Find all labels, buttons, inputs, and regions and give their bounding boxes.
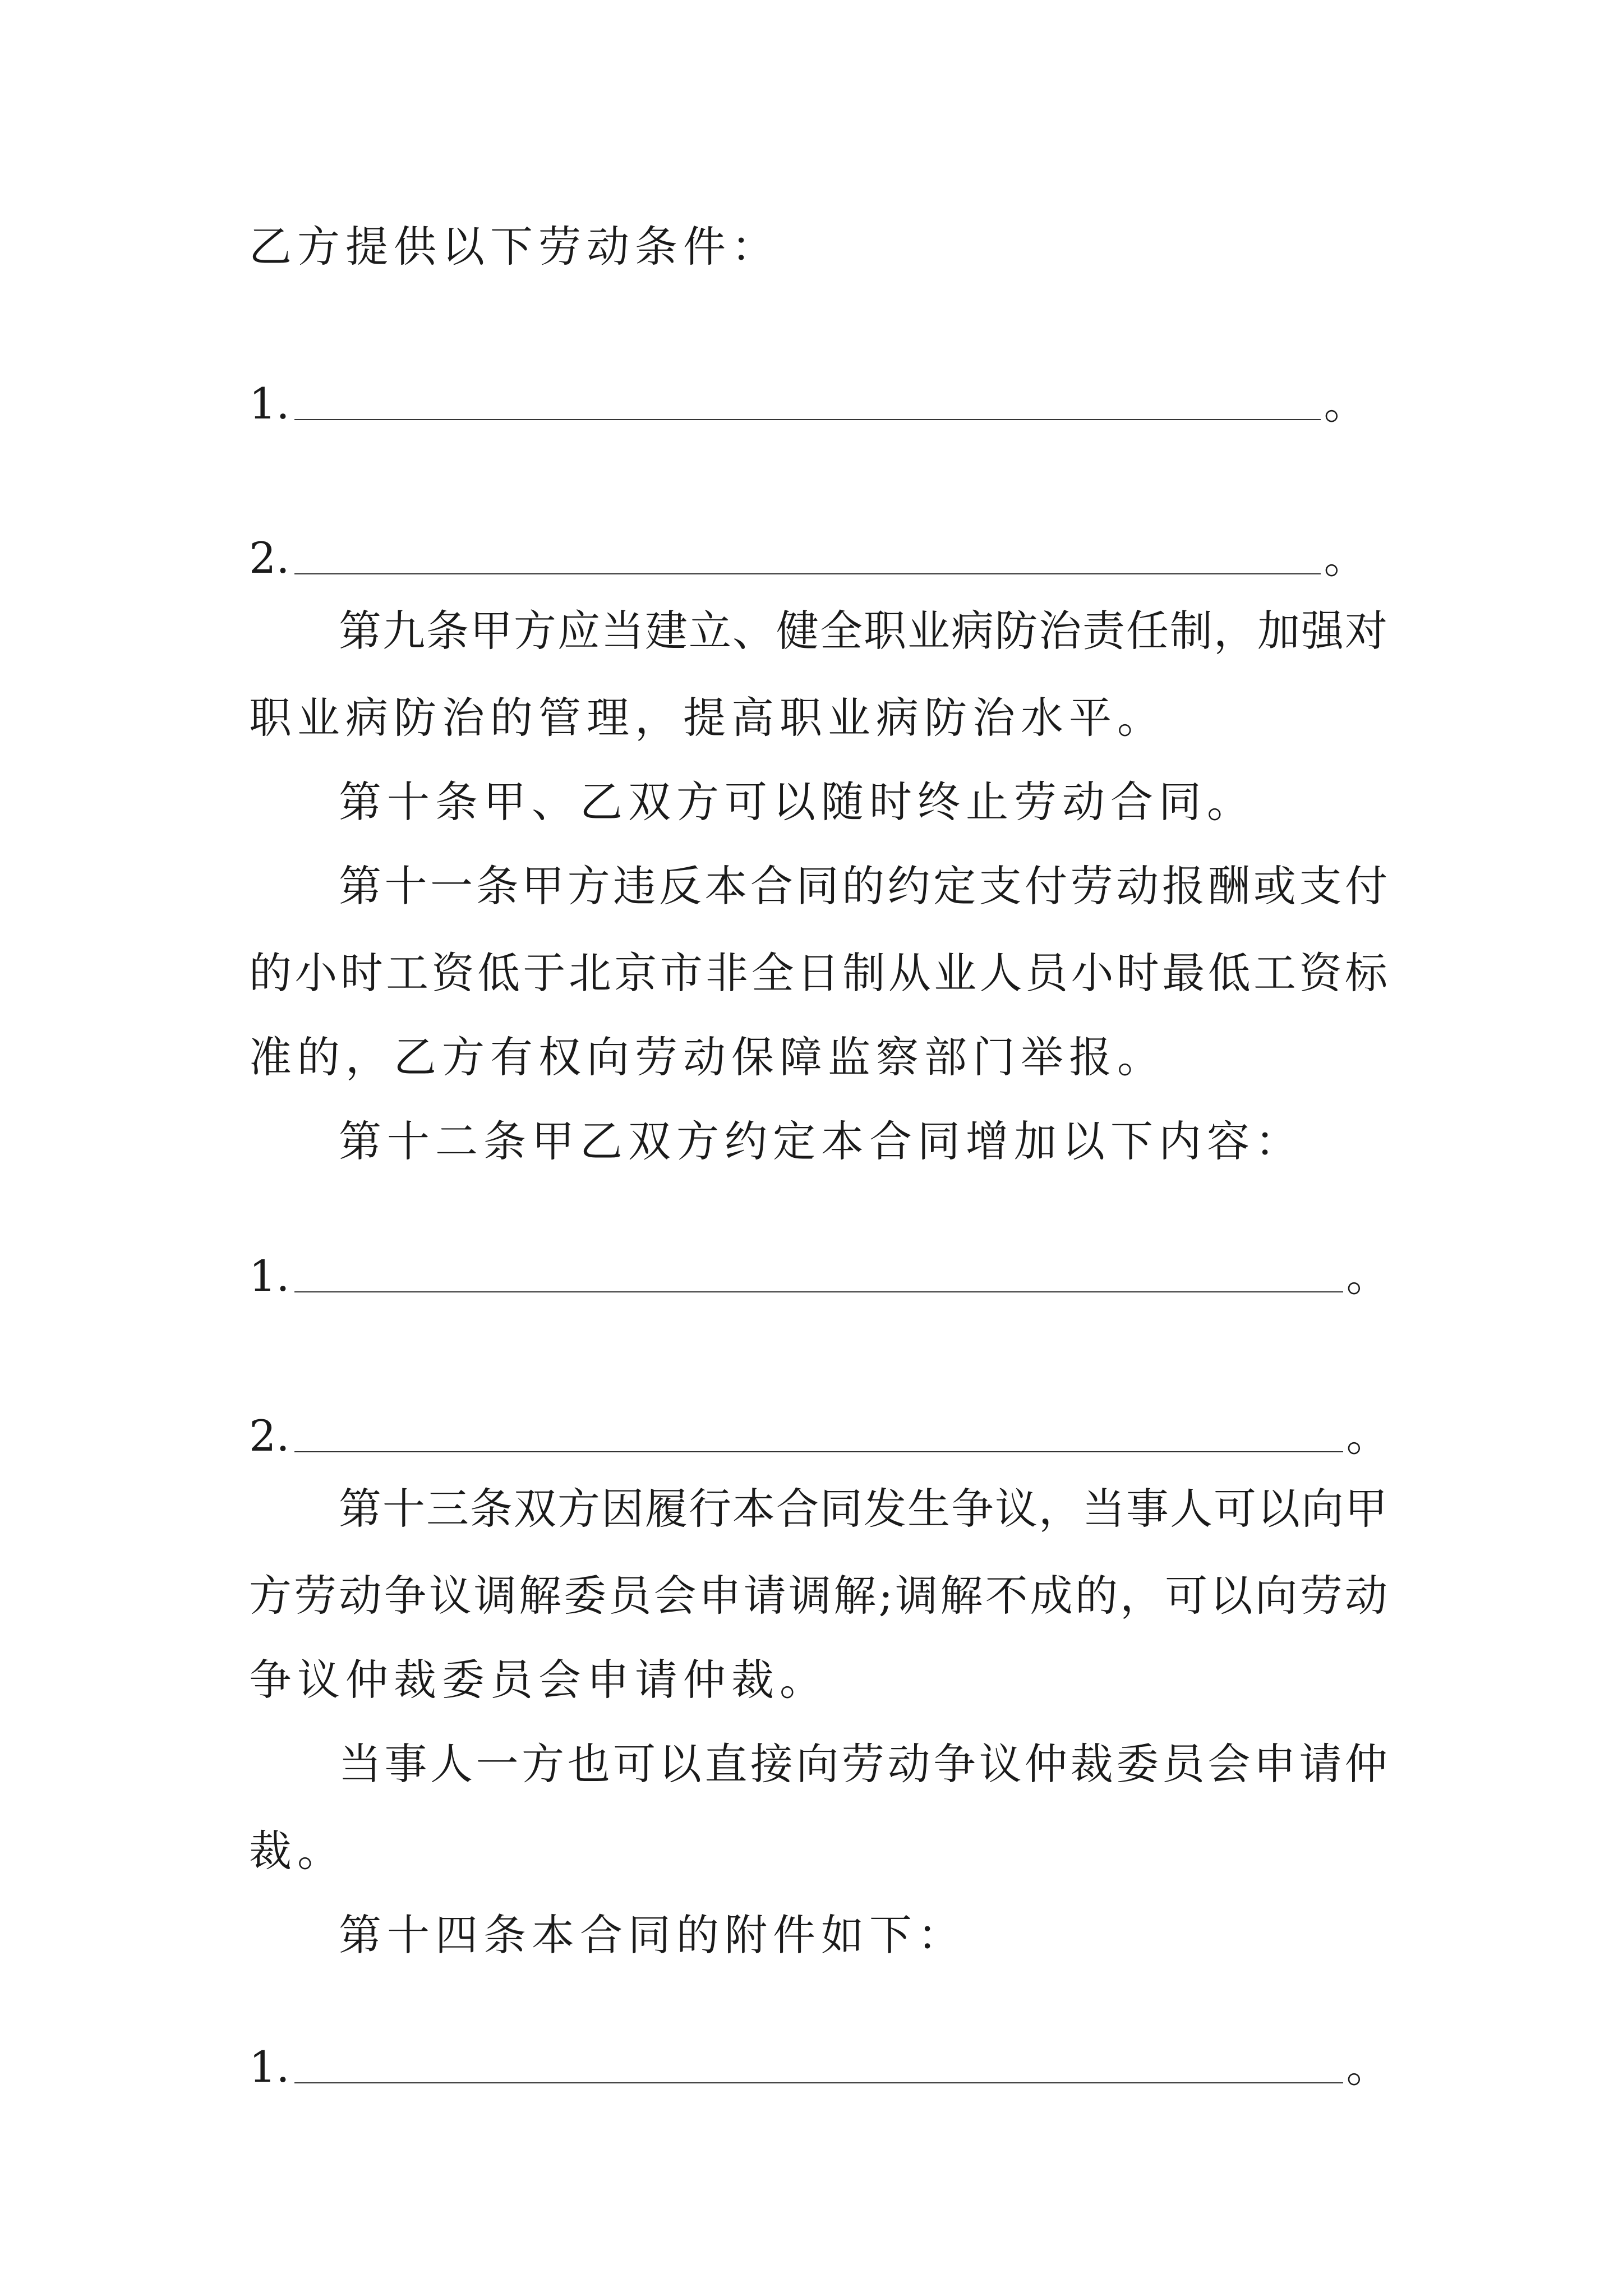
item-number: 1. — [249, 1251, 290, 1301]
end-punctuation: 。 — [1324, 379, 1367, 429]
text-line: 方劳动争议调解委员会申请调解;调解不成的，可以向劳动 — [249, 1571, 1387, 1621]
fill-in-blank — [249, 1251, 1389, 1301]
item-number: 2. — [249, 533, 290, 583]
item-number: 1. — [249, 379, 290, 429]
text-line: 第十条甲、乙双方可以随时终止劳动合同。 — [339, 777, 1255, 827]
end-punctuation: 。 — [1346, 2042, 1389, 2092]
text-line: 当事人一方也可以直接向劳动争议仲裁委员会申请仲 — [339, 1739, 1387, 1789]
text-line: 准的，乙方有权向劳动保障监察部门举报。 — [249, 1032, 1165, 1082]
blank-underline — [294, 1251, 1343, 1292]
text-line: 第九条甲方应当建立、健全职业病防治责任制，加强对 — [339, 606, 1387, 656]
end-punctuation: 。 — [1346, 1251, 1389, 1301]
blank-underline — [294, 379, 1321, 420]
fill-in-blank — [249, 379, 1367, 429]
fill-in-blank — [249, 533, 1367, 583]
text-line: 第十二条甲乙双方约定本合同增加以下内容： — [339, 1116, 1303, 1166]
fill-in-blank — [249, 1411, 1389, 1461]
text-line: 乙方提供以下劳动条件： — [249, 222, 780, 272]
text-line: 第十一条甲方违反本合同的约定支付劳动报酬或支付 — [339, 861, 1387, 911]
end-punctuation: 。 — [1324, 533, 1367, 583]
text-line: 第十三条双方因履行本合同发生争议，当事人可以向甲 — [339, 1484, 1387, 1534]
text-line: 第十四条本合同的附件如下： — [339, 1910, 966, 1960]
blank-underline — [294, 533, 1321, 574]
text-line: 的小时工资低于北京市非全日制从业人员小时最低工资标 — [249, 948, 1387, 998]
item-number: 1. — [249, 2042, 290, 2092]
blank-underline — [294, 1411, 1343, 1452]
blank-underline — [294, 2042, 1343, 2083]
item-number: 2. — [249, 1411, 290, 1461]
text-line: 职业病防治的管理，提高职业病防治水平。 — [249, 693, 1165, 743]
end-punctuation: 。 — [1346, 1411, 1389, 1461]
fill-in-blank — [249, 2042, 1389, 2092]
text-line: 争议仲裁委员会申请仲裁。 — [249, 1655, 828, 1705]
text-line: 裁。 — [249, 1826, 345, 1876]
